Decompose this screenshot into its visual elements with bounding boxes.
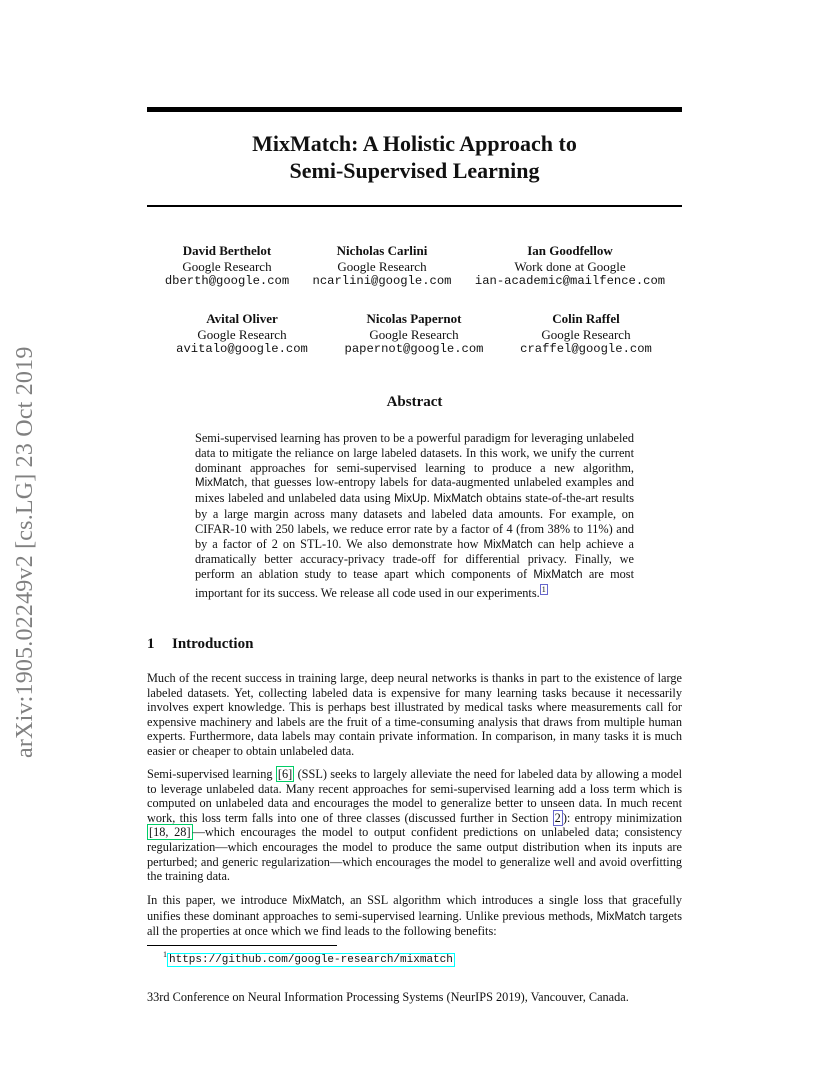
title-line-1: MixMatch: A Holistic Approach to <box>252 131 577 156</box>
author-email: avitalo@google.com <box>176 342 308 356</box>
method-name: MixMatch <box>433 493 483 506</box>
author-affiliation: Google Research <box>369 326 459 342</box>
footnote-rule <box>147 945 337 946</box>
author-block <box>152 311 332 358</box>
author-affiliation: Google Research <box>337 258 427 274</box>
method-name: MixMatch <box>292 895 342 907</box>
title-bottom-rule <box>147 205 682 207</box>
author-affiliation: Google Research <box>182 258 272 274</box>
author-affiliation: Google Research <box>197 326 287 342</box>
venue-note: 33rd Conference on Neural Information Processing Systems (NeurIPS 2019), Vancouver, Canada. <box>147 990 629 1004</box>
abstract-heading: Abstract <box>386 394 443 410</box>
intro-paragraph-1: Much of the recent success in training large, deep neural networks is thanks in part to the existence of large labeled datasets. Yet, collecting labeled data is expensive for many learning tasks because it necessarily involves expert knowledge. This is perhaps best illustrated by medical tasks where measurements call for expensive machinery and labels are the fruit of a time-consuming analysis that draws from multiple human experts. Furthermore, data labels may contain private information. In comparison, in many tasks it is much easier or cheaper to obtain unlabeled data. <box>147 671 682 758</box>
footnote-link[interactable]: 1 <box>541 584 546 594</box>
title-top-rule <box>147 107 682 112</box>
intro-paragraph-3: In this paper, we introduce MixMatch, an SSL algorithm which introduces a single loss that gracefully unifies these dominant approaches to semi-supervised learning. Unlike previous methods, MixMatch targets all the properties at once which we find leads to the following benefits: <box>147 893 682 939</box>
intro-paragraph-2: Semi-supervised learning [6] (SSL) seeks to largely alleviate the need for labeled data by allowing a model to leverage unlabeled data. Many recent approaches for semi-supervised learning add a loss term which is computed on unlabeled data and encourages the model to generalize better to unseen data. In much recent work, this loss term falls into one of three classes (discussed further in Section 2 ): entropy minimization [18, 28] —which encourages the model to output confident predictions on unlabeled data; consistency regularization—which encourages the model to produce the same output distribution when its inputs are perturbed; and generic regularization—which encourages the model to generalize well and avoid overfitting the training data. <box>147 767 683 884</box>
author-email: ncarlini@google.com <box>312 274 452 288</box>
footnote <box>163 950 455 966</box>
citation-link[interactable]: [6] <box>277 767 293 781</box>
author-name: Ian Goodfellow <box>527 243 613 258</box>
author-email: craffel@google.com <box>520 342 652 356</box>
author-name: Colin Raffel <box>552 311 620 326</box>
author-email: ian-academic@mailfence.com <box>474 274 666 288</box>
citation-link[interactable]: [18, 28] <box>149 825 191 840</box>
method-name: MixMatch <box>533 569 583 582</box>
author-email: dberth@google.com <box>164 274 290 288</box>
author-block <box>496 311 676 358</box>
footnote-url-link[interactable]: https://github.com/google-research/mixmatch <box>169 953 453 966</box>
paper-title <box>147 130 682 184</box>
author-affiliation: Google Research <box>541 326 631 342</box>
author-name: David Berthelot <box>182 243 272 258</box>
author-name: Avital Oliver <box>206 311 278 326</box>
author-block <box>324 311 504 358</box>
arxiv-identifier: arXiv:1905.02249v2 [cs.LG] 23 Oct 2019 <box>12 346 38 758</box>
method-name: MixMatch <box>483 538 533 551</box>
author-block <box>292 243 472 290</box>
author-email: papernot@google.com <box>344 342 484 356</box>
method-name: MixMatch <box>596 910 646 923</box>
section-title: Introduction <box>172 636 254 652</box>
section-number: 1 <box>147 636 155 652</box>
abstract-text: Semi-supervised learning has proven to be a powerful paradigm for leveraging unlabeled data to mitigate the reliance on large labeled datasets. In this work, we unify the current dominant approaches for semi-supervised learning to produce a new algorithm, MixMatch, that guesses low-entropy labels for data-augmented unlabeled examples and mixes labeled and unlabeled data using MixUp. MixMatch obtains state-of-the-art results by a large margin across many datasets and labeled data amounts. For example, on CIFAR-10 with 250 labels, we reduce error rate by a factor of 4 (from 38% to 11%) and by a factor of 2 on STL-10. We also demonstrate how MixMatch can help achieve a dramatically better accuracy-privacy trade-off for differential privacy. Finally, we perform an ablation study to tease apart which components of MixMatch are most important for its success. We release all code used in our experiments. $^1$ <box>195 431 635 601</box>
method-name: MixMatch <box>195 477 245 490</box>
section-heading <box>147 636 253 653</box>
author-name: Nicolas Papernot <box>366 311 462 326</box>
author-affiliation: Work done at Google <box>514 258 626 274</box>
method-name-mixup: MixUp <box>394 493 427 506</box>
title-line-2: Semi-Supervised Learning <box>289 158 540 183</box>
author-name: Nicholas Carlini <box>336 243 428 258</box>
author-block <box>450 243 690 290</box>
section-link[interactable]: 2 <box>554 810 561 825</box>
author-block <box>137 243 317 290</box>
footnote-mark: 1 <box>163 950 167 959</box>
